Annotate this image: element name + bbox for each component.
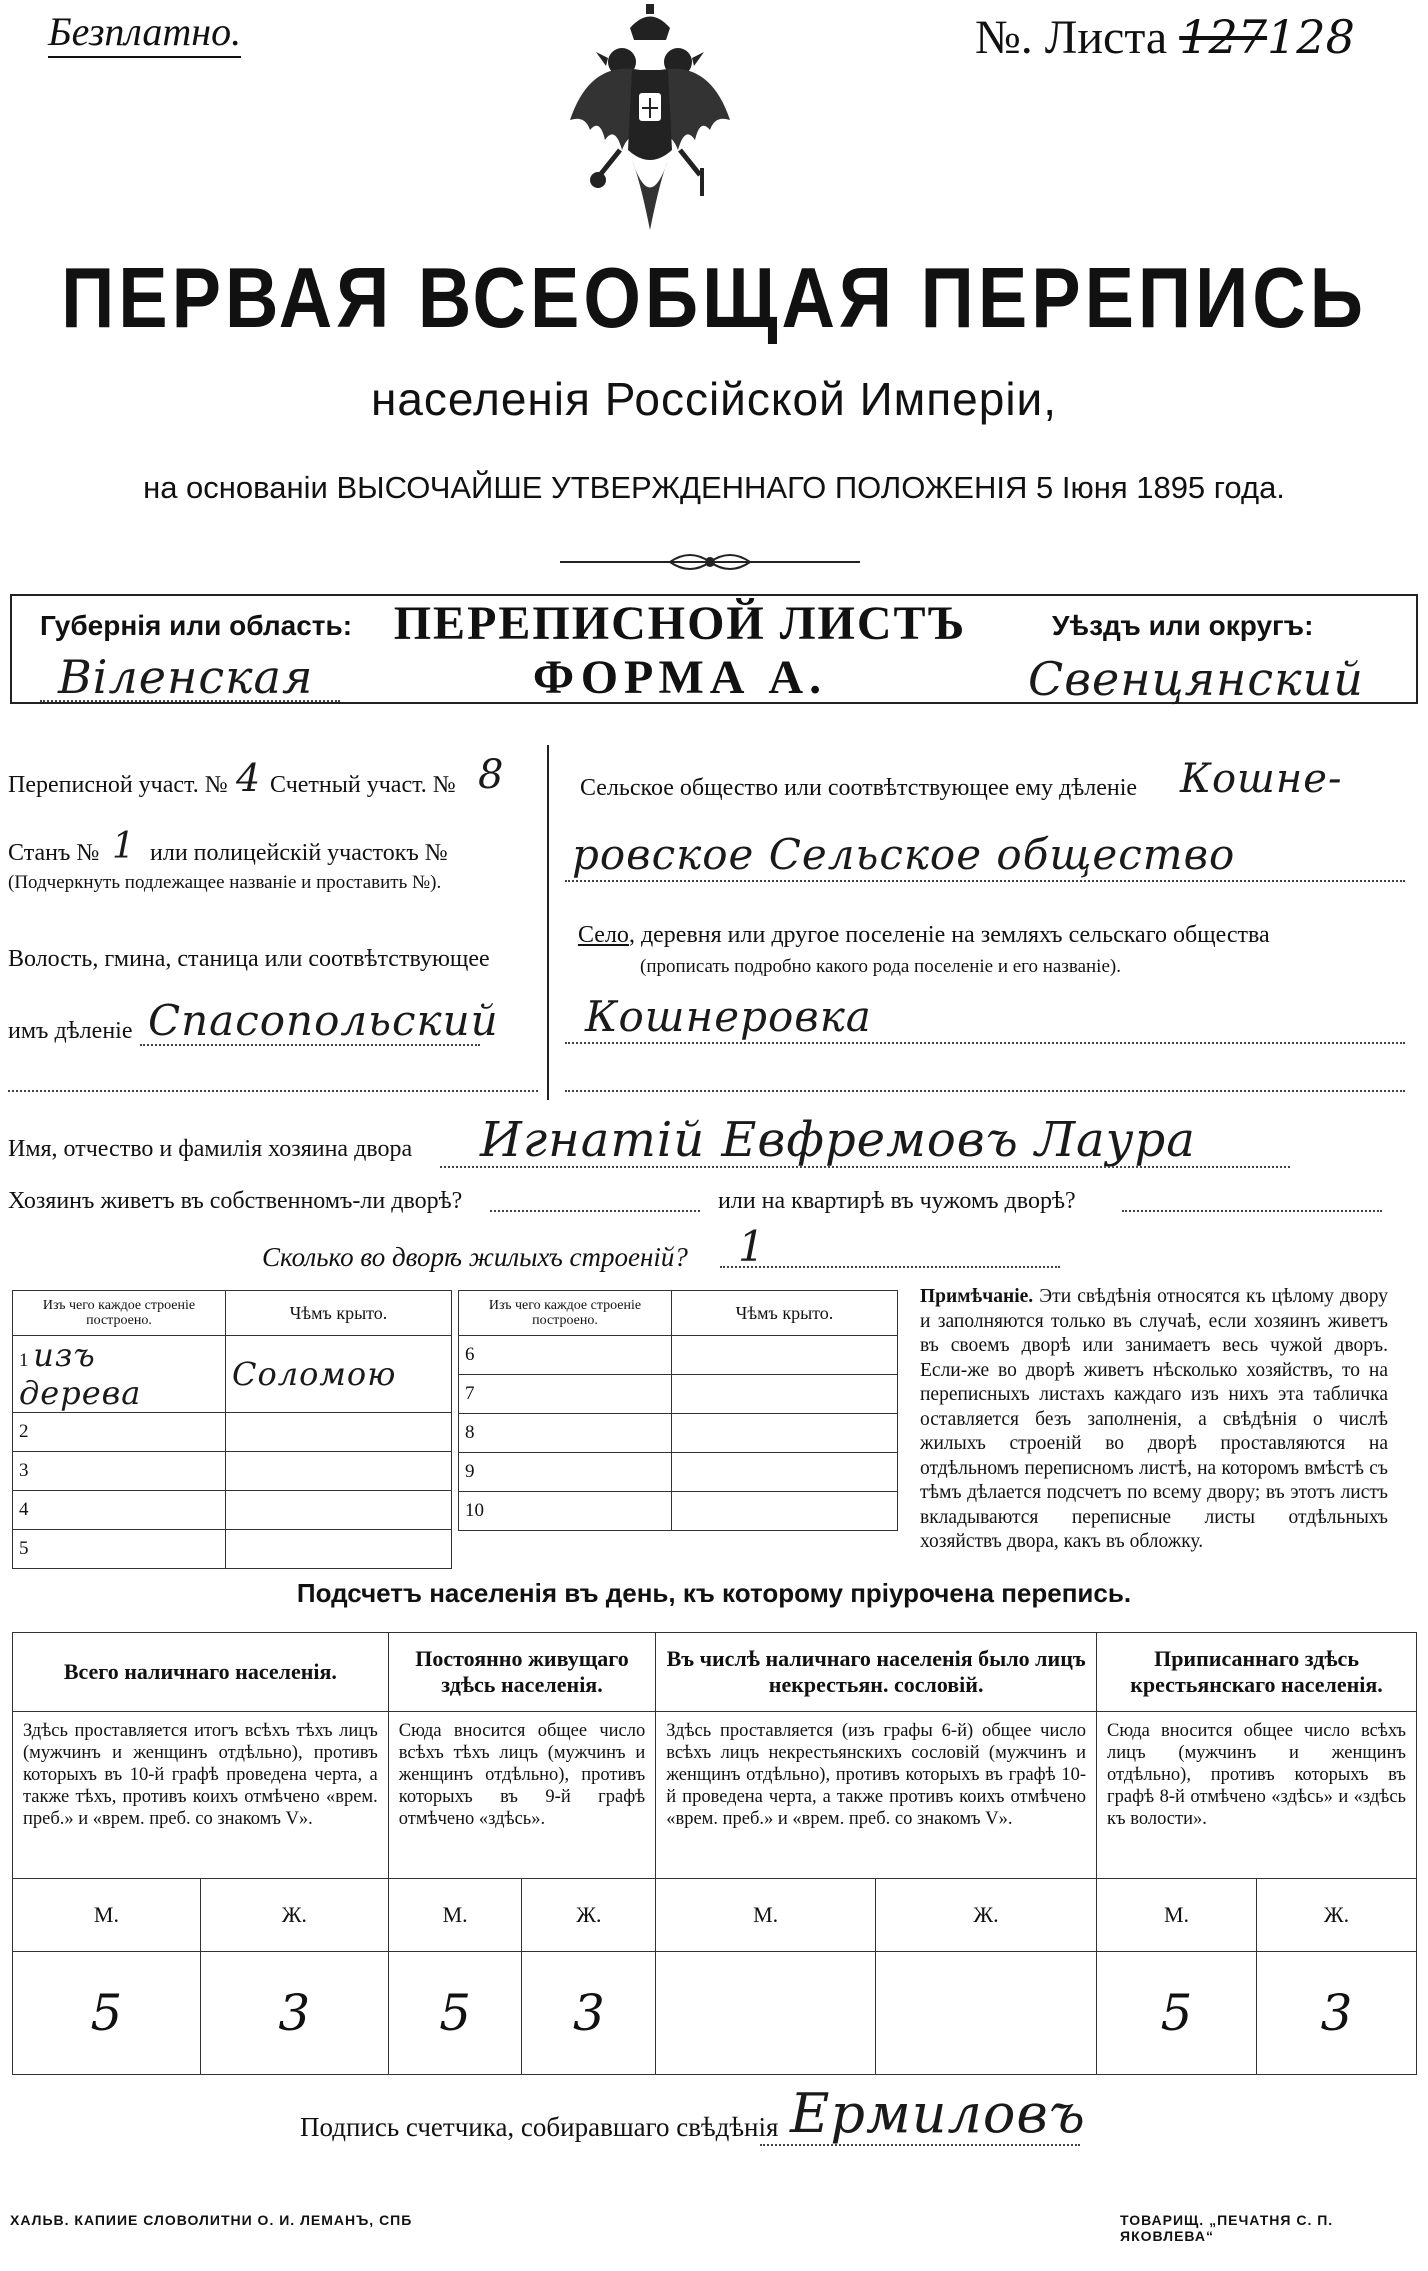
village-note: (прописать подробно какого рода поселеніе и его названіе). [640, 956, 1121, 977]
count-title: Подсчетъ населенія въ день, къ которому пріурочена перепись. [296, 1578, 1132, 1608]
row-number: 10 [459, 1492, 672, 1531]
volost-label: Волость, гмина, станица или соотвѣтствующее [8, 946, 490, 972]
count-desc-total: Здѣсь проставляется итогъ всѣхъ тѣхъ лицъ (мужчинъ и женщинъ отдѣльно), противъ которыхъ въ 10-й графѣ проведена черта, а также тѣхъ, противъ коихъ отмѣчено «врем. преб.» и «врем. преб. со знакомъ V». [13, 1712, 389, 1879]
row-number: 8 [459, 1414, 672, 1453]
roof-value [226, 1452, 452, 1491]
count-header-total: Всего наличнаго населенія. [13, 1633, 389, 1712]
roof-value [226, 1530, 452, 1569]
count-desc-noncrestyan: Здѣсь проставляется (изъ графы 6-й) общее число всѣхъ лицъ некрестьянскихъ сословій (мужчинъ и женщинъ отдѣльно), противъ которыхъ въ графѣ 10-й проведена черта, а также противъ коихъ отмѣчено «врем. преб.» и «врем. преб. со знакомъ V». [656, 1712, 1097, 1879]
volost-line [140, 1044, 480, 1046]
underline-note: (Подчеркнуть подлежащее названіе и проставить №). [8, 872, 442, 893]
male-value-total: 5 [13, 1952, 201, 2075]
owner-name-label: Имя, отчество и фамилія хозяина двора [8, 1136, 413, 1162]
roof-value [226, 1491, 452, 1530]
female-label: Ж. [876, 1879, 1097, 1952]
rented-line [1122, 1210, 1382, 1212]
roof-value [672, 1336, 898, 1375]
row-number: 6 [459, 1336, 672, 1375]
basis-line: на основаніи ВЫСОЧАЙШЕ УТВЕРЖДЕННАГО ПОЛОЖЕНІЯ 5 Іюня 1895 года. [143, 470, 1285, 505]
table-row [459, 1414, 898, 1453]
printer-left: ХАЛЬВ. КАПИИЕ СЛОВОЛИТНИ О. И. ЛЕМАНЪ, СПБ [10, 2212, 413, 2228]
count-header-noncrestyan: Въ числѣ наличнаго населенія было лицъ некрестьян. сословій. [656, 1633, 1097, 1712]
village-value: Кошнеровка [585, 992, 872, 1041]
sheet-number-value: 128 [1267, 10, 1355, 64]
table-row [13, 1452, 452, 1491]
roof-value [672, 1414, 898, 1453]
buildings-label: Сколько во дворѣ жилыхъ строеній? [262, 1242, 688, 1272]
male-value-permanent: 5 [388, 1952, 522, 2075]
row-number: 4 [13, 1491, 226, 1530]
row-number: 7 [459, 1375, 672, 1414]
roof-value: Соломою [226, 1336, 452, 1413]
female-value-noncrestyan [876, 1952, 1097, 2075]
table-row [459, 1492, 898, 1531]
census-district-label: Переписной участ. № [8, 772, 228, 798]
sheet-number-block [975, 10, 1355, 65]
owner-name-line [440, 1166, 1290, 1168]
buildings-line [720, 1266, 1060, 1268]
table-row [459, 1453, 898, 1492]
stan-value: 1 [112, 826, 136, 867]
houses-table-right [458, 1290, 898, 1531]
village-line-2 [565, 1090, 1405, 1092]
rule-right [1416, 594, 1418, 704]
houses-col-material-2: Изъ чего каждое строеніе построено. [459, 1291, 672, 1336]
sheet-title: ПЕРЕПИСНОЙ ЛИСТЪ [393, 597, 967, 650]
society-label: Сельское общество или соотвѣтствующее ему дѣленіе [580, 775, 1138, 801]
society-line [565, 880, 1405, 882]
row-number: 2 [13, 1413, 226, 1452]
volost-value: Спасопольский [148, 996, 499, 1045]
female-label: Ж. [1256, 1879, 1416, 1952]
note-block [920, 1285, 1388, 1555]
form-title: ФОРМА А. [532, 651, 828, 704]
row-number: 1 [19, 1350, 29, 1371]
roof-value [226, 1413, 452, 1452]
male-label: М. [1097, 1879, 1257, 1952]
stan-label: Станъ № [8, 840, 100, 866]
count-header-peasant: Приписаннаго здѣсь крестьянскаго населенія. [1097, 1633, 1417, 1712]
sheet-number-struck: 127 [1179, 10, 1268, 64]
own-yard-line [490, 1210, 700, 1212]
counting-district-label: Счетный участ. № [270, 772, 456, 798]
signature-value: Ермиловъ [790, 2082, 1086, 2145]
roof-value [672, 1375, 898, 1414]
female-label: Ж. [200, 1879, 388, 1952]
count-header-permanent: Постоянно живущаго здѣсь населенія. [388, 1633, 655, 1712]
owner-name-value: Игнатій Евфремовъ Лаура [480, 1112, 1196, 1168]
block-separator [547, 745, 549, 1100]
female-value-total: 3 [200, 1952, 388, 2075]
roof-value [672, 1453, 898, 1492]
gubernia-label: Губернія или область: [40, 610, 353, 641]
houses-table-left [12, 1290, 452, 1569]
left-extra-line [8, 1090, 538, 1092]
row-number: 5 [13, 1530, 226, 1569]
table-row [13, 1491, 452, 1530]
own-yard-label: Хозяинъ живетъ въ собственномъ-ли дворѣ? [8, 1188, 463, 1214]
police-label: или полицейскій участокъ № [150, 840, 448, 866]
census-district-value: 4 [236, 756, 262, 800]
imperial-eagle-emblem [560, 0, 740, 240]
gubernia-line [40, 700, 340, 702]
male-label: М. [656, 1879, 876, 1952]
uezd-label: Уѣздъ или округъ: [1052, 610, 1314, 641]
subtitle: населенія Россійской Имперіи, [370, 373, 1058, 425]
female-value-peasant: 3 [1256, 1952, 1416, 2075]
note-text: Эти свѣдѣнія относятся къ цѣлому двору и заполняются только въ случаѣ, если хозяинъ живетъ въ своемъ дворѣ или занимаетъ весь чужой дворъ. Если-же во дворѣ живетъ нѣсколько хозяйствъ, то на переписныхъ листахъ каждаго изъ нихъ эта табличка оставляется безъ заполненія, а свѣдѣнія о числѣ жилыхъ строеній во дворѣ проставляются на отдѣльномъ переписномъ листѣ, на которомъ вмѣстѣ съ тѣмъ дѣлается подсчетъ по всему двору; въ этотъ листъ вкладываются переписные листы отдѣльныхъ хозяйствъ двора, какъ въ обложку. [920, 1286, 1388, 1552]
main-title: ПЕРВАЯ ВСЕОБЩАЯ ПЕРЕПИСЬ [61, 249, 1367, 346]
buildings-value: 1 [738, 1222, 766, 1271]
note-title: Примѣчаніе. [920, 1286, 1034, 1307]
table-row [459, 1375, 898, 1414]
count-desc-permanent: Сюда вносится общее число всѣхъ тѣхъ лицъ (мужчинъ и женщинъ отдѣльно), противъ которыхъ въ 9-й графѣ отмѣчено «здѣсь». [388, 1712, 655, 1879]
sheet-number-label: №. Листа [975, 11, 1168, 64]
free-label: Безплатно. [48, 8, 241, 58]
female-value-permanent: 3 [522, 1952, 656, 2075]
male-label: М. [13, 1879, 201, 1952]
gubernia-value: Віленская [58, 650, 314, 704]
row-number: 3 [13, 1452, 226, 1491]
society-value-2: ровское Сельское общество [572, 830, 1236, 879]
division-label: имъ дѣленіе [8, 1018, 133, 1044]
rule-left [10, 594, 12, 704]
signature-label: Подпись счетчика, собиравшаго свѣдѣнія [300, 2112, 779, 2142]
houses-col-roof-2: Чѣмъ крыто. [672, 1291, 898, 1336]
ornament-divider [560, 548, 860, 576]
count-table [12, 1632, 1417, 2075]
row-number: 9 [459, 1453, 672, 1492]
printer-right: ТОВАРИЩ. „ПЕЧАТНЯ С. П. ЯКОВЛЕВА“ [1120, 2212, 1334, 2244]
village-label-underlined: Село [578, 922, 629, 948]
material-value: изъ дерева [19, 1336, 142, 1412]
roof-value [672, 1492, 898, 1531]
count-desc-peasant: Сюда вносится общее число всѣхъ лицъ (мужчинъ и женщинъ отдѣльно), противъ которыхъ въ графѣ 8-й отмѣчено «здѣсь» и «здѣсь къ волости». [1097, 1712, 1417, 1879]
table-row [13, 1413, 452, 1452]
rented-label: или на квартирѣ въ чужомъ дворѣ? [718, 1188, 1076, 1214]
male-value-noncrestyan [656, 1952, 876, 2075]
table-row [459, 1336, 898, 1375]
table-row [13, 1336, 452, 1413]
male-label: М. [388, 1879, 522, 1952]
houses-col-material: Изъ чего каждое строеніе построено. [13, 1291, 226, 1336]
table-row [13, 1530, 452, 1569]
male-value-peasant: 5 [1097, 1952, 1257, 2075]
houses-col-roof: Чѣмъ крыто. [226, 1291, 452, 1336]
uezd-value: Свенцянский [1028, 652, 1364, 706]
counting-district-value: 8 [478, 752, 505, 798]
female-label: Ж. [522, 1879, 656, 1952]
signature-line [760, 2144, 1080, 2146]
village-label-rest: , деревня или другое поселеніе на земляхъ сельскаго общества [628, 922, 1270, 948]
village-line [565, 1042, 1405, 1044]
society-value-1: Кошне- [1180, 756, 1343, 802]
village-label [578, 922, 1270, 949]
